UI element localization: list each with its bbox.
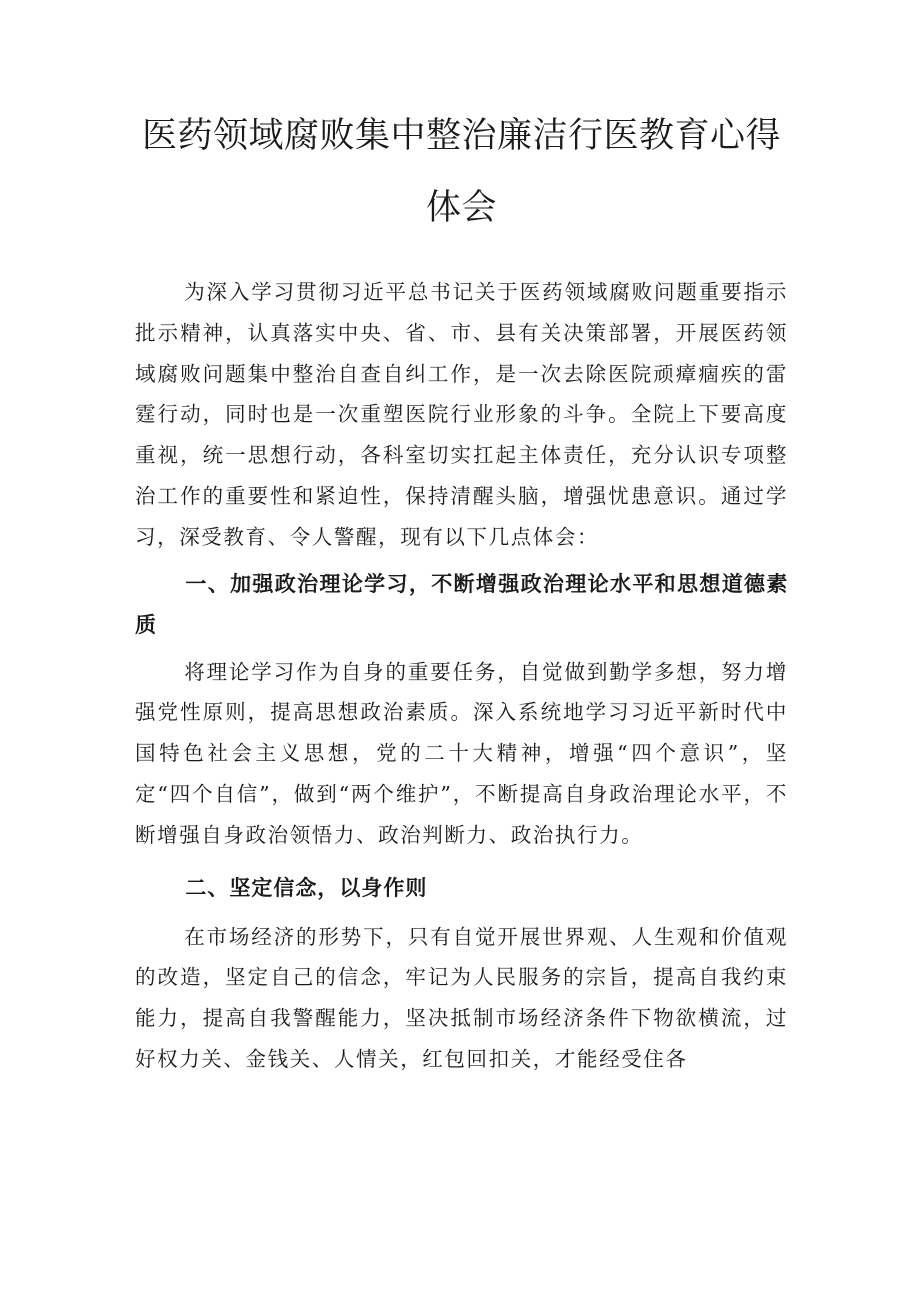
- document-title-line-1: 医药领域腐败集中整治廉洁行医教育心得: [141, 116, 781, 156]
- document-body: [135, 272, 788, 1080]
- document-title: [135, 0, 788, 244]
- intro-paragraph: 为深入学习贯彻习近平总书记关于医药领域腐败问题重要指示批示精神，认真落实中央、省、市、县有关决策部署，开展医药领域腐败问题集中整治自查自纠工作，是一次去除医院顽瘴痼疾的雷霆行动，同时也是一次重塑医院行业形象的斗争。全院上下要高度重视，统一思想行动，各科室切实扛起主体责任，充分认识专项整治工作的重要性和紧迫性，保持清醒头脑，增强忧患意识。通过学习，深受教育、令人警醒，现有以下几点体会：: [135, 280, 788, 549]
- section-1-paragraph: 将理论学习作为自身的重要任务，自觉做到勤学多想，努力增强党性原则，提高思想政治素质。深入系统地学习习近平新时代中国特色社会主义思想，党的二十大精神，增强“四个意识”，坚定“四个自信”，做到“两个维护”，不断提高自身政治理论水平，不断增强自身政治领悟力、政治判断力、政治执行力。: [135, 659, 788, 847]
- section-heading-2: 二、坚定信念，以身作则: [185, 875, 428, 900]
- document-title-line-2: 体会: [425, 188, 497, 228]
- section-2-paragraph: 在市场经济的形势下，只有自觉开展世界观、人生观和价值观的改造，坚定自己的信念，牢记为人民服务的宗旨，提高自我约束能力，提高自我警醒能力，坚决抵制市场经济条件下物欲横流，过好权力关、金钱关、人情关，红包回扣关，才能经受住各: [135, 924, 788, 1071]
- section-heading-1: 一、加强政治理论学习，不断增强政治理论水平和思想道德素质: [135, 571, 788, 637]
